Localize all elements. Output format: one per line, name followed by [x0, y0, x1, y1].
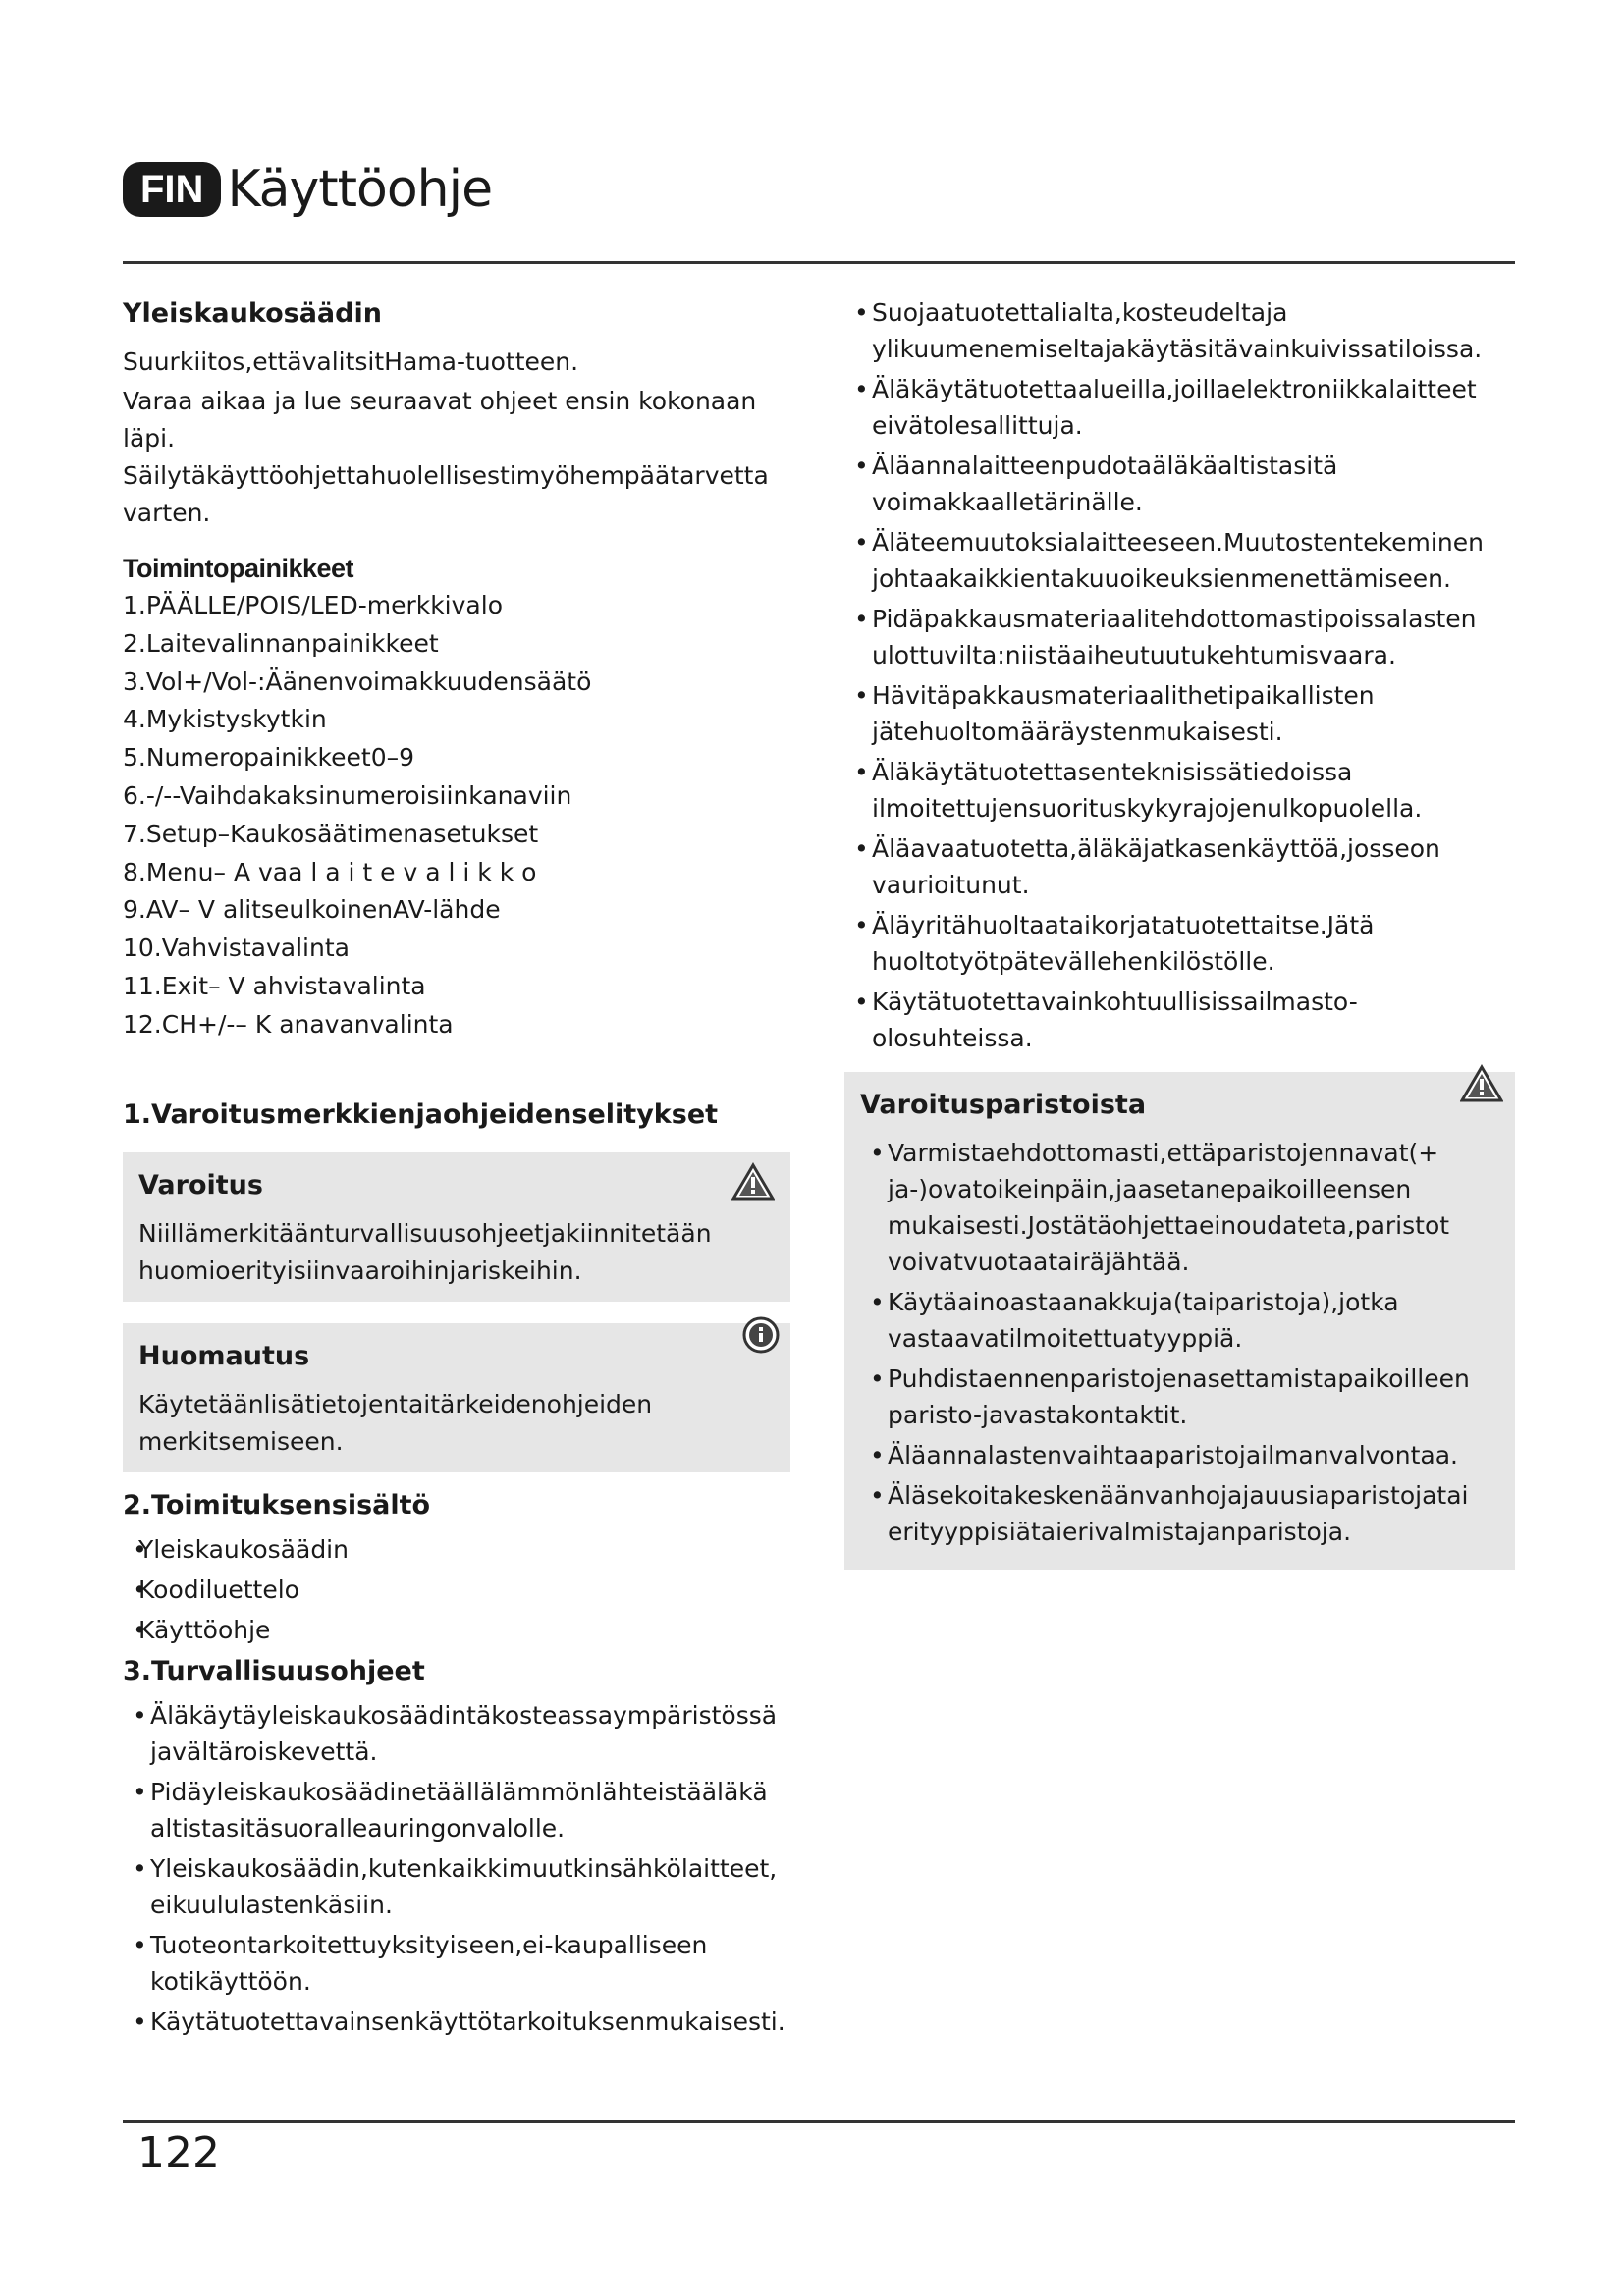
note-box-text: Käytetäänlisätietojentaitärkeidenohjeiden merkitsemiseen.: [138, 1389, 653, 1456]
list-item: 5.Numeropainikkeet0–9: [123, 743, 415, 773]
list-item: • Äläkäytäyleiskaukosäädintäkosteassaympäristössä javältäroiskevettä.: [123, 1697, 790, 1770]
list-item: • Käytäainoastaanakkuja(taiparistoja),jotka vastaavatilmoitettuatyyppiä.: [860, 1284, 1499, 1357]
list-item: • Äläannalastenvaihtaaparistojailmanvalvontaa.: [860, 1437, 1499, 1473]
list-item: 6.-/--Vaihdakaksinumeroisiinkanaviin: [123, 780, 572, 810]
list-item: • Äläkäytätuotettaalueilla,joillaelektroniikkalaitteet eivätolesallittuja.: [844, 371, 1515, 444]
list-item: 8.Menu– A vaa l a i t e v a l i k k o: [123, 857, 537, 886]
list-item: • Varmistaehdottomasti,ettäparistojennavat(+ ja-)ovatoikeinpäin,jaasetanepaikoilleensen mukaisesti.Jostätäohjettaeinoudateta,paristot voivatvuotaatairäjähtää.: [860, 1135, 1499, 1280]
note-box-title: Huomautus: [138, 1340, 310, 1371]
buttons-list: [123, 587, 790, 1044]
list-item: • Käytätuotettavainsenkäyttötarkoituksenmukaisesti.: [123, 2003, 790, 2040]
list-item: 11.Exit– V ahvistavalinta: [123, 971, 426, 1000]
warning-triangle-icon: [1460, 1064, 1503, 1103]
list-item: 2.Laitevalinnanpainikkeet: [123, 628, 439, 658]
safety-list: [123, 1697, 790, 2040]
list-item: • Yleiskaukosäädin,kutenkaikkimuutkinsähkölaitteet, eikuululastenkäsiin.: [123, 1850, 790, 1923]
warning-triangle-icon: [731, 1162, 775, 1201]
section2-heading: 2.Toimituksensisältö: [123, 1489, 431, 1521]
bottom-divider: [123, 2120, 1515, 2123]
page-number: 122: [137, 2128, 220, 2178]
warning-box-title: Varoitus: [138, 1169, 263, 1201]
language-badge: FIN: [123, 162, 221, 217]
battery-box-title: Varoitusparistoista: [860, 1090, 1147, 1120]
section3-heading: 3.Turvallisuusohjeet: [123, 1655, 425, 1686]
battery-warning-box: [844, 1072, 1515, 1570]
list-item: • Äläteemuutoksialaitteeseen.Muutostentekeminen johtaakaikkientakuuoikeuksienmenettämiseen.: [844, 524, 1515, 597]
battery-list: [860, 1135, 1499, 1550]
list-item: 4.Mykistyskytkin: [123, 705, 327, 734]
list-item: • Koodiluettelo: [123, 1572, 790, 1608]
list-item: • Pidäpakkausmateriaalitehdottomastipoissalasten ulottuvilta:niistäaiheutuutukehtumisvaara.: [844, 601, 1515, 673]
list-item: • Pidäyleiskaukosäädinetäällälämmönlähteistääläkä altistasitäsuoralleauringonvalolle.: [123, 1774, 790, 1846]
list-item: 10.Vahvistavalinta: [123, 934, 350, 963]
top-divider: [123, 261, 1515, 264]
list-item: • Käytätuotettavainkohtuullisissailmasto-olosuhteissa.: [844, 984, 1515, 1056]
list-item: 1.PÄÄLLE/POIS/LED-merkkivalo: [123, 591, 503, 619]
right-column: [844, 294, 1515, 1570]
warning-box-text: Niillämerkitäänturvallisuusohjeetjakiinnitetään huomioerityisiinvaaroihinjariskeihin.: [138, 1218, 712, 1285]
buttons-heading: Toimintopainikkeet: [123, 554, 354, 583]
list-item: 9.AV– V alitseulkoinenAV-lähde: [123, 895, 501, 925]
list-item: • Äläkäytätuotettasenteknisissätiedoissa ilmoitettujensuorituskykyrajojenulkopuolella.: [844, 754, 1515, 827]
list-item: • Äläannalaitteenpudotaäläkäaltistasitä voimakkaalletärinälle.: [844, 448, 1515, 520]
list-item: • Äläsekoitakeskenäänvanhojajauusiaparistojatai erityyppisiätaierivalmistajanparistoja.: [860, 1477, 1499, 1550]
list-item: • Suojaatuotettalialta,kosteudeltaja ylikuumenemiseltajakäytäsitävainkuivissatiloissa.: [844, 294, 1515, 367]
list-item: • Äläyritähuoltaataikorjatatuotettaitse.Jätä huoltotyötpätevällehenkilöstölle.: [844, 907, 1515, 980]
note-box: [123, 1323, 790, 1472]
section1-heading: 1.Varoitusmerkkienjaohjeidenselitykset: [123, 1098, 719, 1130]
list-item: 3.Vol+/Vol-:Äänenvoimakkuudensäätö: [123, 667, 592, 696]
contents-list: [123, 1531, 790, 1648]
list-item: • Hävitäpakkausmateriaalithetipaikallisten jätehuoltomääräystenmukaisesti.: [844, 677, 1515, 750]
intro-instructions: Varaa aikaa ja lue seuraavat ohjeet ensin kokonaan läpi. Säilytäkäyttöohjettahuolellisestimyöhempäätarvetta varten.: [123, 387, 769, 527]
warning-box: [123, 1152, 790, 1302]
list-item: • Puhdistaennenparistojenasettamistapaikoilleen paristo-javastakontaktit.: [860, 1361, 1499, 1433]
list-item: • Yleiskaukosäädin: [123, 1531, 790, 1568]
list-item: • Käyttöohje: [123, 1612, 790, 1648]
list-item: 12.CH+/-– K anavanvalinta: [123, 1009, 454, 1039]
intro-thanks: Suurkiitos,ettävalitsitHama-tuotteen.: [123, 347, 579, 376]
document-title: Käyttöohje: [227, 160, 493, 219]
page-header: [123, 160, 492, 219]
list-item: • Äläavaatuotetta,äläkäjatkasenkäyttöä,josseon vaurioitunut.: [844, 830, 1515, 903]
list-item: • Tuoteontarkoitettuyksityiseen,ei-kaupalliseen kotikäyttöön.: [123, 1927, 790, 2000]
safety-list-continued: [844, 294, 1515, 1056]
info-icon: [739, 1315, 783, 1355]
list-item: 7.Setup–Kaukosäätimenasetukset: [123, 819, 539, 848]
left-column: [123, 294, 790, 2044]
intro-heading: Yleiskaukosäädin: [123, 298, 382, 329]
